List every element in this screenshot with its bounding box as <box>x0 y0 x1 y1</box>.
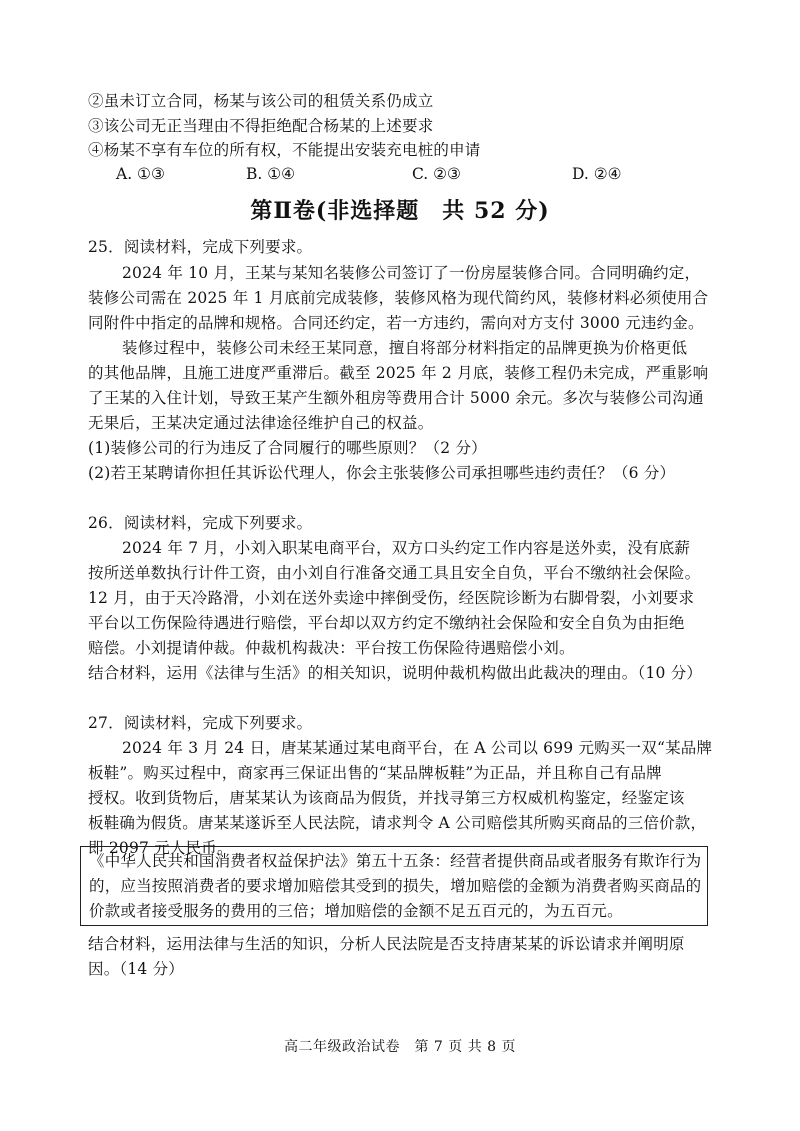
q25-sub-question-2: (2)若王某聘请你担任其诉讼代理人，你会主张装修公司承担哪些违约责任？（6 分） <box>88 464 676 482</box>
q26-para-line: 按所送单数执行计件工资，由小刘自行准备交通工具且安全自负，平台不缴纳社会保险。 <box>88 564 701 582</box>
q25-para1-line: 装修公司需在 2025 年 1 月底前完成装修，装修风格为现代简约风，装修材料必须使用合 <box>88 289 709 307</box>
q27-para-line: 授权。收到货物后，唐某某认为该商品为假货，并找寻第三方权威机构鉴定，经鉴定该 <box>88 789 685 807</box>
q26-para-line: 2024 年 7 月，小刘入职某电商平台，双方口头约定工作内容是送外卖，没有底薪 <box>122 539 691 557</box>
q27-question-line: 结合材料，运用法律与生活的知识，分析人民法院是否支持唐某某的诉讼请求并阐明原 <box>88 935 685 953</box>
law-excerpt-box <box>80 846 708 926</box>
choice-a: A. ①③ <box>116 165 165 183</box>
q26-para-line: 平台以工伤保险待遇进行赔偿，平台却以双方约定不缴纳社会保险和安全自负为由拒绝 <box>88 614 685 632</box>
q25-heading: 25．阅读材料，完成下列要求。 <box>88 238 313 256</box>
q25-para2-line: 的其他品牌，且施工进度严重滞后。截至 2025 年 2 月底，装修工程仍未完成，严重影响 <box>88 364 709 382</box>
option-2-text: ②虽未订立合同，杨某与该公司的租赁关系仍成立 <box>88 92 434 110</box>
q25-para1-line: 2024 年 10 月，王某与某知名装修公司签订了一份房屋装修合同。合同明确约定， <box>122 264 701 282</box>
section-title: 第Ⅱ卷(非选择题 共 52 分) <box>250 198 550 224</box>
law-excerpt-line: 价款或者接受服务的费用的三倍；增加赔偿的金额不足五百元的，为五百元。 <box>89 902 623 920</box>
law-excerpt-line: 《中华人民共和国消费者权益保护法》第五十五条：经营者提供商品或者服务有欺诈行为 <box>89 852 702 870</box>
choice-d: D. ②④ <box>572 165 622 183</box>
q25-para1-line: 同附件中指定的品牌和规格。合同还约定，若一方违约，需向对方支付 3000 元违约金。 <box>88 314 704 332</box>
q26-para-line: 赔偿。小刘提请仲裁。仲裁机构裁决：平台按工伤保险待遇赔偿小刘。 <box>88 639 575 657</box>
q27-heading: 27．阅读材料，完成下列要求。 <box>88 714 313 732</box>
q27-para-line: 即 2097 元人民币。 <box>88 839 233 857</box>
q25-sub-question-1: (1)装修公司的行为违反了合同履行的哪些原则？（2 分） <box>88 439 487 457</box>
q26-para-line: 12 月，由于天冷路滑，小刘在送外卖途中摔倒受伤，经医院诊断为右脚骨裂，小刘要求 <box>88 589 695 607</box>
choice-b: B. ①④ <box>246 165 296 183</box>
q25-para2-line: 无果后，王某决定通过法律途径维护自己的权益。 <box>88 414 434 432</box>
q25-para2-line: 了王某的入住计划，导致王某产生额外租房等费用合计 5000 余元。多次与装修公司沟通 <box>88 389 704 407</box>
q26-heading: 26．阅读材料，完成下列要求。 <box>88 514 313 532</box>
option-3-text: ③该公司无正当理由不得拒绝配合杨某的上述要求 <box>88 117 434 135</box>
option-4-text: ④杨某不享有车位的所有权，不能提出安装充电桩的申请 <box>88 141 481 159</box>
q25-para2-line: 装修过程中，装修公司未经王某同意，擅自将部分材料指定的品牌更换为价格更低 <box>122 339 688 357</box>
page-footer: 高二年级政治试卷 第 7 页 共 8 页 <box>283 1039 517 1055</box>
law-excerpt-line: 的，应当按照消费者的要求增加赔偿其受到的损失，增加赔偿的金额为消费者购买商品的 <box>89 877 702 895</box>
q27-para-line: 板鞋确为假货。唐某某遂诉至人民法院，请求判令 A 公司赔偿其所购买商品的三倍价款， <box>88 814 707 832</box>
q27-para-line: 板鞋”。购买过程中，商家再三保证出售的“某品牌板鞋”为正品，并且称自己有品牌 <box>88 764 662 782</box>
q27-question-line: 因。（14 分） <box>88 960 185 978</box>
choice-c: C. ②③ <box>412 165 461 183</box>
q26-question: 结合材料，运用《法律与生活》的相关知识，说明仲裁机构做出此裁决的理由。（10 分） <box>88 664 703 682</box>
q27-para-line: 2024 年 3 月 24 日，唐某某通过某电商平台，在 A 公司以 699 元购买一双“某品牌 <box>122 739 713 757</box>
